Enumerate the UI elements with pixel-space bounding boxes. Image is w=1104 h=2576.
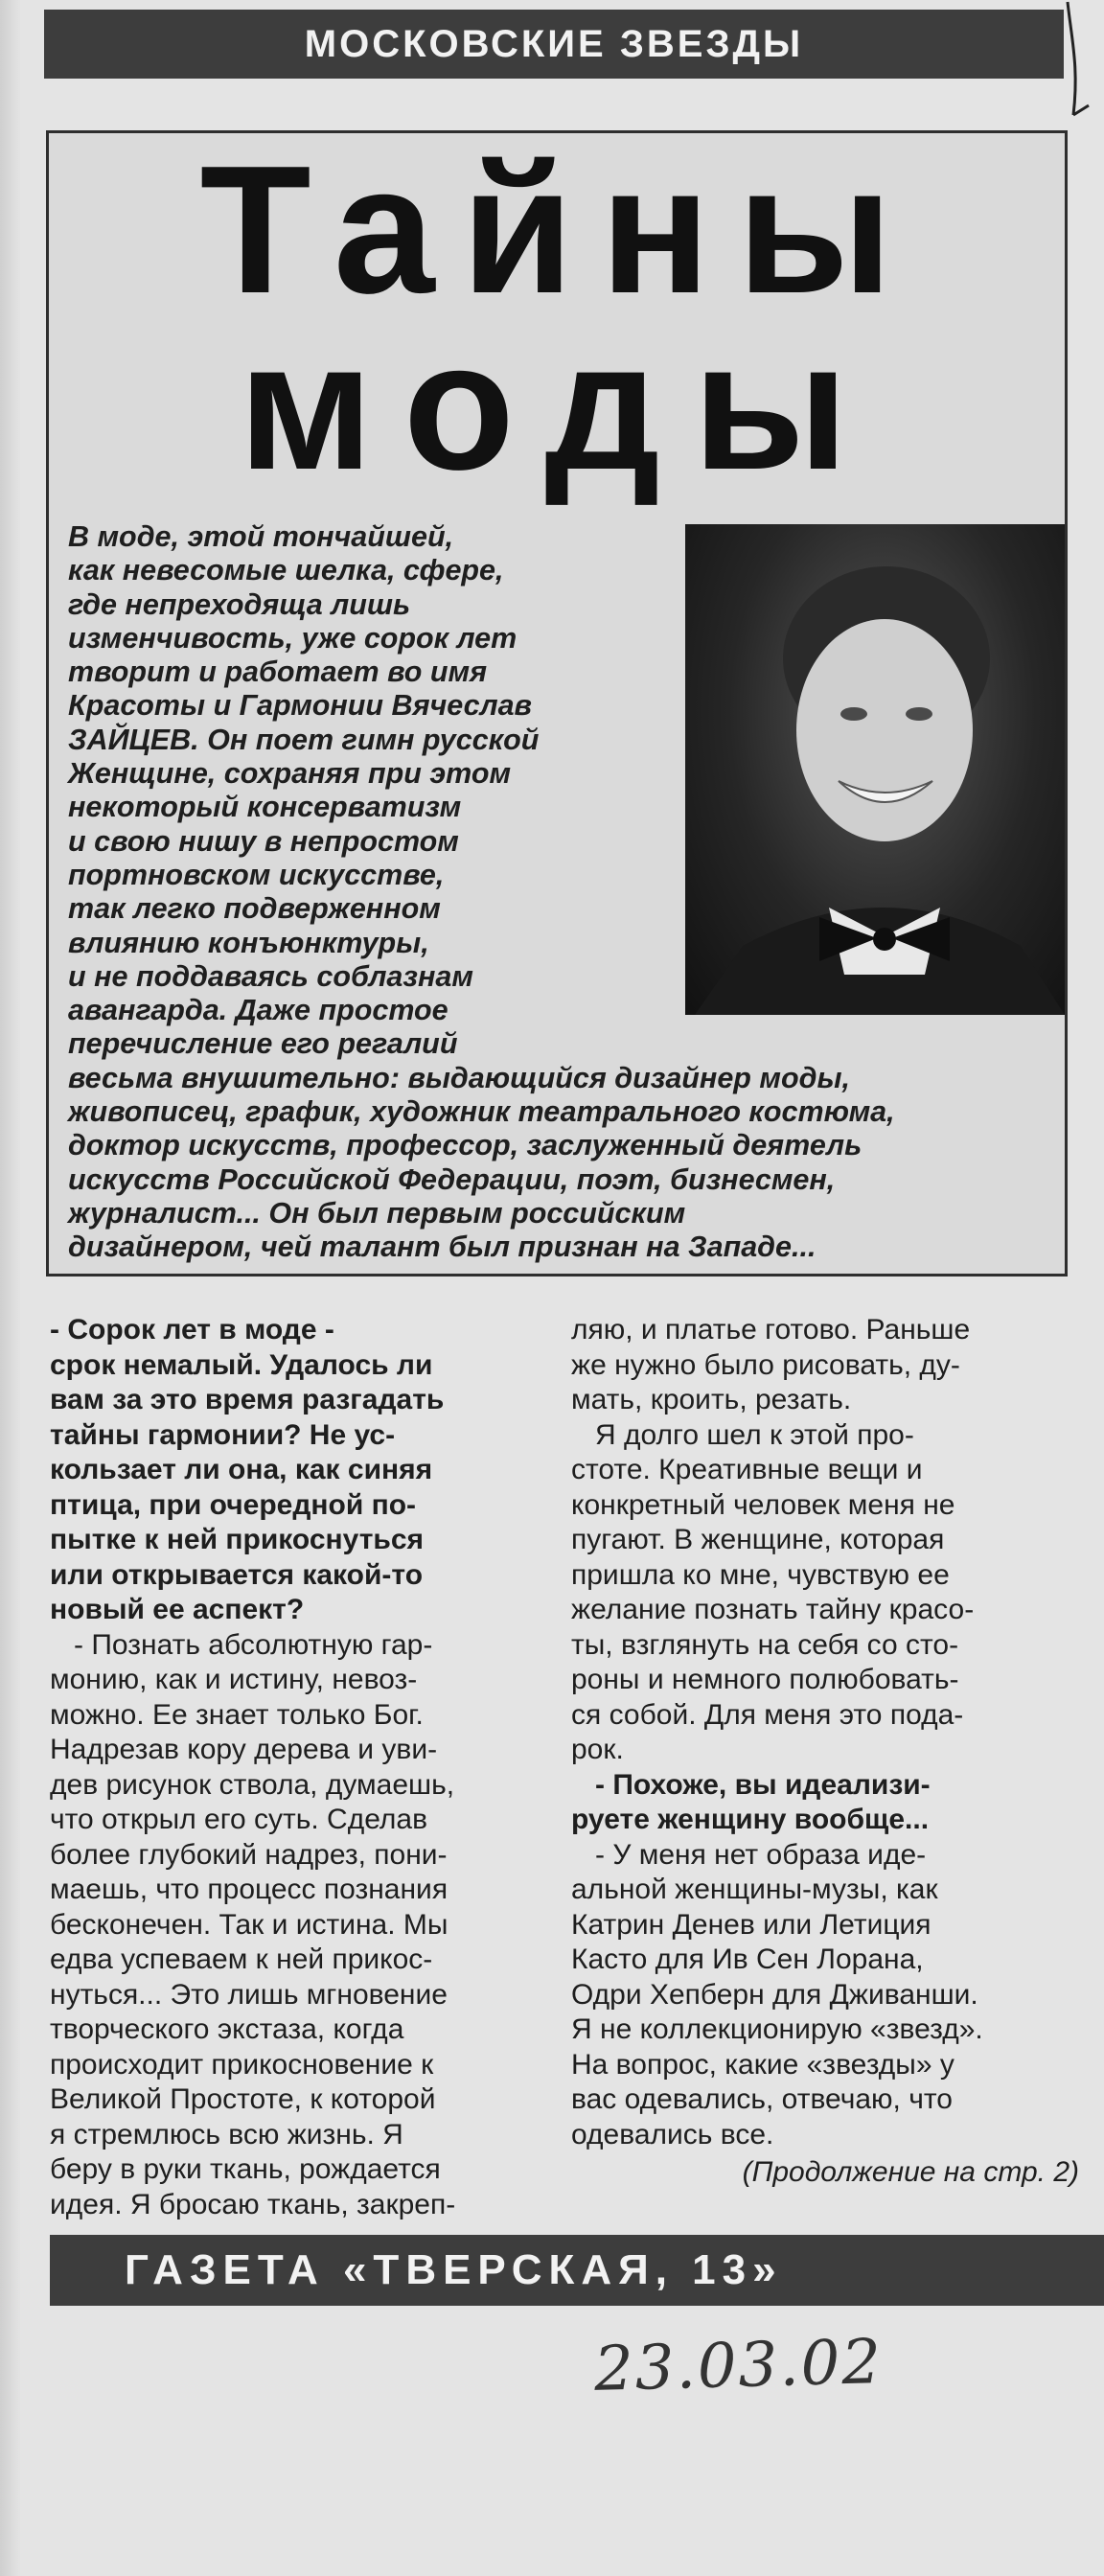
rubric-bar (44, 10, 1064, 79)
headline-line-2: моды (238, 305, 882, 508)
interview-answer-1: - Познать абсолютную гар- монию, как и истину, невоз- можно. Ее знает только Бог. Надрезав кору дерева и уви- дев рисунок ствола, думаешь, что открыл его суть. Сделав более глубокий надрез, пони- маешь, что процесс познания бесконечен. Так и истина. Мы едва успеваем к ней прикос- нуться... Это лишь мгновение творческого экстаза, когда происходит прикосновение к Великой Простоте, к которой я стремлюсь всю жизнь. Я беру в руки ткань, рождается идея. Я бросаю ткань, закреп- (50, 1628, 456, 2220)
headline-line-1: Тайны (199, 128, 920, 332)
handwritten-date: 23.03.02 (593, 2327, 884, 2405)
continue-note: (Продолжение на стр. 2) (742, 2156, 1079, 2188)
column-left (50, 1313, 548, 2222)
portrait-photo (685, 524, 1065, 1015)
interview-answer-1-continued: ляю, и платье готово. Раньше же нужно было рисовать, ду- мать, кроить, резать. Я долго шел к этой про- стоте. Креативные вещи и конкретный человек меня не пугают. В женщине, которая пришла ко мне, чувствую ее желание познать тайну красо- ты, взглянуть на себя со сто- роны и немного полюбовать- ся собой. Для меня это пода- рок. (571, 1314, 975, 1765)
page-edge-shadow (0, 0, 21, 2576)
lead-paragraph: В моде, этой тончайшей, как невесомые шелка, сфере, где непреходяща лишь изменчивость, уже сорок лет творит и работает во имя Красоты и Гармонии Вячеслав ЗАЙЦЕВ. Он поет гимн русской Женщине, сохраняя при этом некоторый консерватизм и свою нишу в непростом портновском искусстве, так легко подверженном влиянию конъюнктуры, и не поддаваясь соблазнам авангарда. Даже простое перечисление его регалий весьма внушительно: выдающийся дизайнер моды, живописец, график, художник театрального костюма, доктор искусств, профессор, заслуженный деятель искусств Российской Федерации, поэт, бизнесмен, журналист... Он был первым российским дизайнером, чей талант был признан на Западе... (68, 520, 895, 1264)
rubric-title: МОСКОВСКИЕ ЗВЕЗДЫ (304, 22, 804, 65)
interview-answer-2: - У меня нет образа иде- альной женщины-музы, как Катрин Денев или Летиция Касто для Ив Сен Лорана, Одри Хепберн для Дживанши. Я не коллекционирую «звезд». На вопрос, какие «звезды» у вас одевались, отвечаю, что одевались все. (571, 1838, 983, 2150)
column-right (571, 1313, 1070, 2152)
footer-bar (50, 2235, 1104, 2306)
interview-question-1: - Сорок лет в моде - срок немалый. Удалось ли вам за это время разгадать тайны гармонии? Не ус- кользает ли она, как синяя птица, при очередной по- пытке к ней прикоснуться или открывается какой-то новый ее аспект? (50, 1314, 445, 1625)
interview-question-2: - Похоже, вы идеализи- руете женщину вообще... (571, 1768, 931, 1835)
newspaper-name: ГАЗЕТА «ТВЕРСКАЯ, 13» (125, 2246, 783, 2293)
pen-mark-icon (1060, 0, 1104, 134)
lead-box (46, 130, 1068, 1276)
portrait-icon (685, 524, 1065, 1015)
